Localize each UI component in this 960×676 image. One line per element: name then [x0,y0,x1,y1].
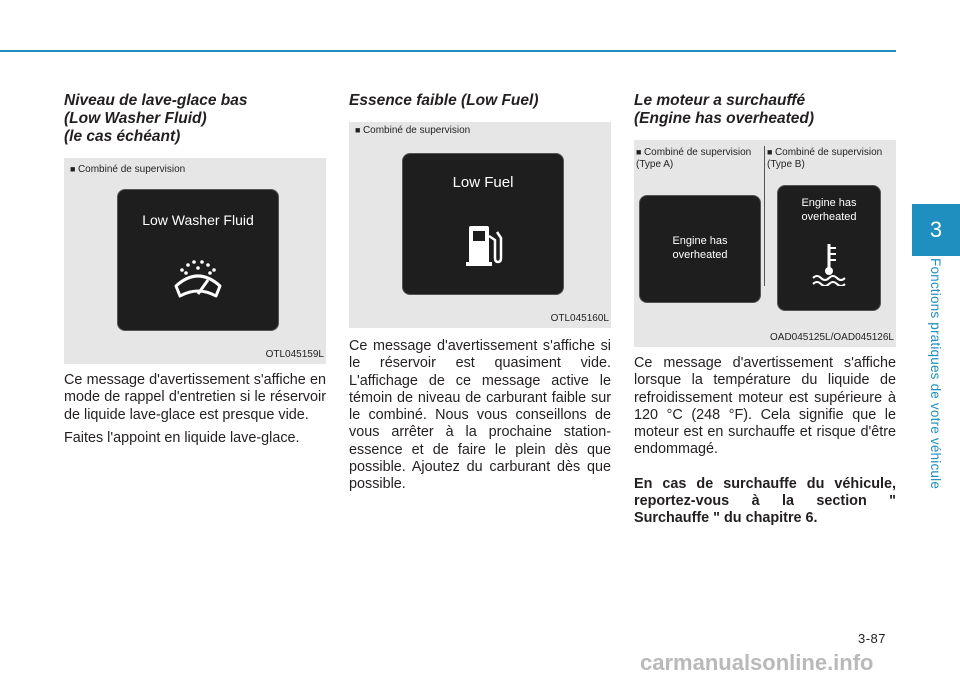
display-line: Engine has [801,197,857,209]
figure-low-washer-fluid [64,158,326,364]
display-line: overheated [672,249,728,261]
figure-code: OTL045159L [265,349,324,360]
display-line: overheated [801,211,857,223]
cluster-display-type-a [640,196,760,302]
body-paragraph: Ce message d'avertissement s'affiche lorsque la température du liquide de refroidissement moteur est supérieure à 120 °C (248 °F). Cela signifie que le moteur est en surchauffe et risque d'être endommagé. [634,355,896,458]
section-heading [349,92,611,110]
body-paragraph-bold: En cas de surchauffe du véhicule, reportez-vous à la section " Surchauffe " du chapitre 6. [634,475,896,527]
heading-line: Niveau de lave-glace bas [64,92,248,109]
page-number: 3-87 [858,631,887,646]
heading-line: (Engine has overheated) [634,110,815,127]
body-paragraph: Ce message d'avertissement s'affiche en mode de rappel d'entretien si le réservoir de liquide lave-glace est presque vide. [64,372,326,423]
section-low-washer-fluid [64,92,326,447]
chapter-title: Fonctions pratiques de votre véhicule [928,258,943,490]
display-line: Engine has [672,235,728,247]
display-message [640,234,760,262]
heading-line: Le moteur a surchauffé [634,92,806,109]
figure-engine-overheated [634,140,896,347]
body-paragraph: Ce message d'avertissement s'affiche si le réservoir est quasiment vide. L'affichage de ce message active le témoin de niveau de carburant faible sur le combiné. Nous vous conseillons de vous arrêter à la prochaine station-essence et de faire le plein dès que possible. Ajoutez du carburant dès que possible. [349,338,611,493]
section-engine-overheated [634,92,896,528]
figure-label: ■ Combiné de supervision [355,125,470,136]
watermark: carmanualsonline.info [640,650,874,675]
figure-label-type-b: ■ Combiné de supervision (Type B) [767,146,895,171]
figure-code: OTL045160L [550,313,609,324]
figure-label-type-a: ■ Combiné de supervision (Type A) [636,146,754,171]
chapter-number-tab[interactable]: 3 [912,204,960,256]
heading-line: Essence faible (Low Fuel) [349,92,539,109]
figure-low-fuel [349,122,611,328]
washer-fluid-icon [172,256,224,302]
cluster-display [403,154,563,294]
cluster-display [118,190,278,330]
fuel-pump-icon [465,224,505,268]
section-heading [64,92,326,146]
figure-divider [764,146,765,286]
figure-code: OAD045125L/OAD045126L [770,332,894,343]
body-paragraph: Faites l'appoint en liquide lave-glace. [64,429,300,446]
heading-line: (Low Washer Fluid) [64,110,207,127]
section-heading [634,92,896,128]
heading-line: (le cas échéant) [64,128,181,145]
section-low-fuel [349,92,611,494]
display-message: Low Washer Fluid [142,212,254,228]
coolant-temperature-icon [811,242,847,286]
display-message [778,196,880,224]
figure-label: ■ Combiné de supervision [70,164,185,175]
cluster-display-type-b [778,186,880,310]
header-rule [0,50,896,52]
display-message: Low Fuel [452,174,514,191]
